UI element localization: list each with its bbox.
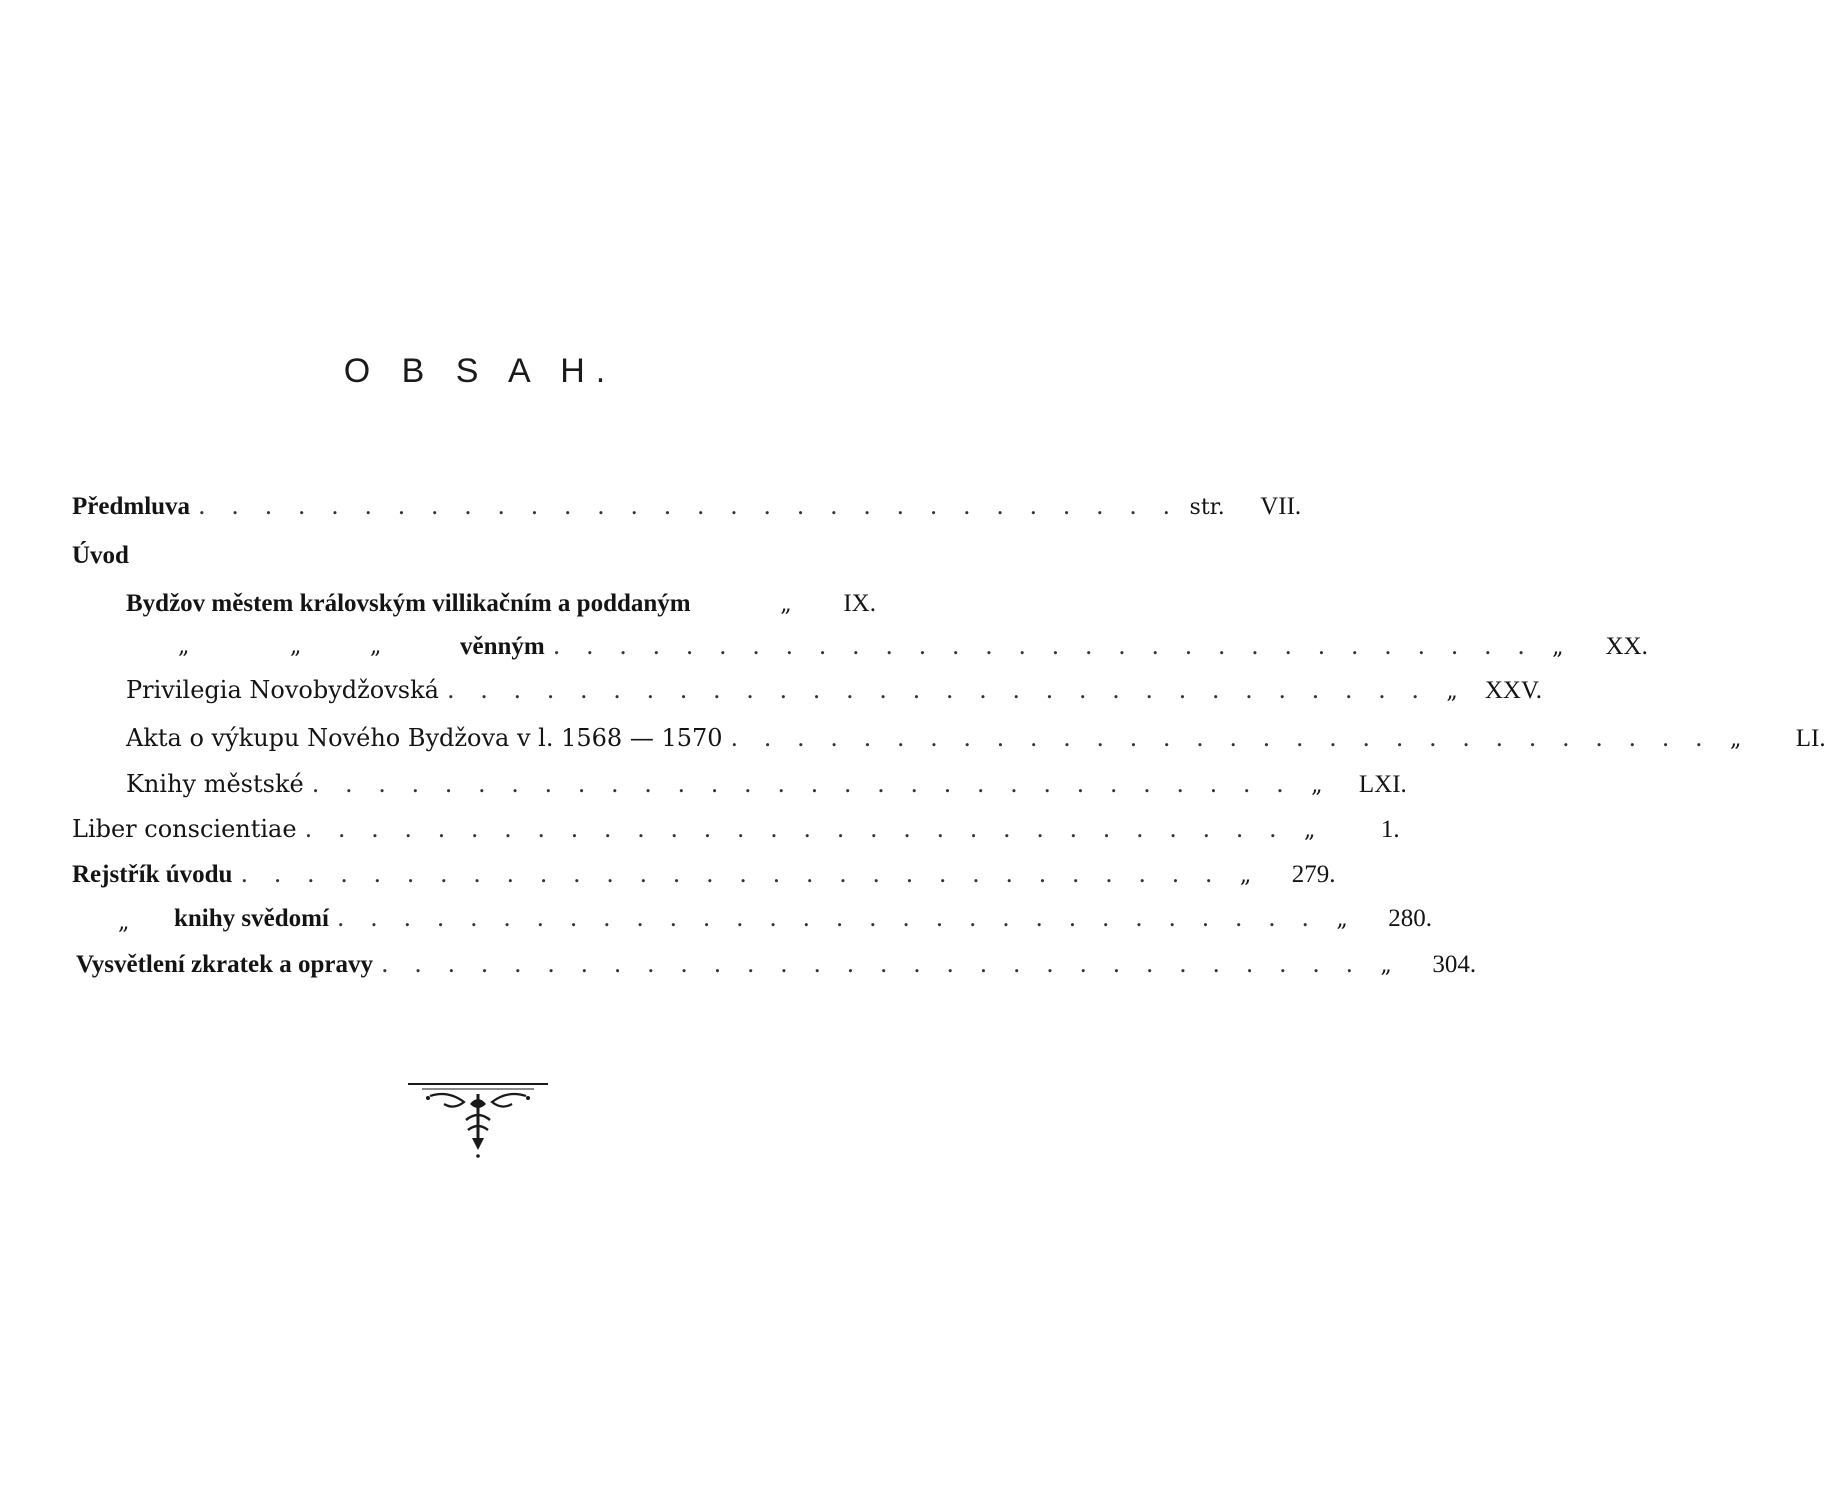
leader-dots: . . . . . . . . . . . . . . . . . . . . . . . . . . . . . . <box>730 724 1712 752</box>
leader-dots: . . . . . . . . . . . . . . . . . . . . . . . . . . . . . . <box>311 770 1293 798</box>
page-number: 279. <box>1291 861 1336 888</box>
toc-entry-vennym <box>460 632 1648 672</box>
page-prefix: „ <box>1239 863 1252 888</box>
toc-entry-label: Úvod <box>72 542 129 569</box>
page-prefix: „ <box>1552 635 1564 660</box>
page-number: LXI. <box>1358 771 1407 798</box>
leader-dots: . . . . . . . . . . . . . . . . . . . . . . . . . . . . . . <box>240 860 1222 888</box>
page-number: IX. <box>843 590 876 617</box>
page-number: XXV. <box>1484 677 1543 704</box>
toc-entry-akta <box>126 724 1826 764</box>
toc-entry-privilegia <box>126 676 1543 716</box>
toc-entry-label: Vysvětlení zkratek a opravy <box>76 951 373 978</box>
leader-dots: . . . . . . . . . . . . . . . . . . . . . . . . . . . . . . <box>198 492 1180 520</box>
ditto-mark: „ <box>118 910 130 935</box>
decorative-ornament-icon <box>408 1080 548 1160</box>
page-prefix: str. <box>1189 495 1225 520</box>
toc-entry-label: Předmluva <box>72 493 191 520</box>
toc-entry-label: Akta o výkupu Nového Bydžova v l. 1568 — 1570 <box>126 724 723 752</box>
page-number: VII. <box>1260 493 1302 520</box>
page-prefix: „ <box>1311 773 1323 798</box>
toc-entry-knihy-svedomi <box>174 904 1433 944</box>
toc-entry-uvod <box>72 542 372 582</box>
page-number: 1. <box>1380 816 1400 843</box>
page-number: XX. <box>1605 633 1648 660</box>
ditto-mark: „ <box>290 634 302 659</box>
toc-entry-label: Bydžov městem královským villikačním a poddaným <box>126 590 691 617</box>
page-prefix: „ <box>1303 818 1316 843</box>
page-number: LI. <box>1795 725 1826 752</box>
toc-entry-bydzov <box>126 590 876 630</box>
page-title: O B S A H. <box>343 352 617 390</box>
leader-dots: . . . . . . . . . . . . . . . . . . . . . . . . . . . . . . <box>446 676 1429 704</box>
leader-dots: . . . . . . . . . . . . . . . . . . . . . . . . . . . . . . <box>336 904 1319 932</box>
leader-dots: . . . . . . . . . . . . . . . . . . . . . . . . . . . . . . <box>552 632 1534 660</box>
leader-dots: . . . . . . . . . . . . . . . . . . . . . . . . . . . . . . <box>380 950 1363 978</box>
page-prefix: „ <box>1336 907 1348 932</box>
page-number: 304. <box>1432 951 1477 978</box>
leader-dots: . . . . . . . . . . . . . . . . . . . . . . . . . . . . . . <box>304 815 1286 843</box>
toc-entry-knihy-mestske <box>126 770 1407 810</box>
page-prefix: „ <box>1729 727 1742 752</box>
ditto-mark: „ <box>178 634 190 659</box>
toc-entry-vysvetleni <box>76 950 1477 990</box>
toc-entry-label: věnným <box>460 633 545 660</box>
toc-entry-label: Liber conscientiae <box>72 815 297 843</box>
toc-entry-label: Privilegia Novobydžovská <box>126 676 439 704</box>
toc-entry-rejstrik-uvodu <box>72 860 1336 900</box>
page-prefix: „ <box>1380 953 1392 978</box>
toc-entry-liber-conscientiae <box>72 815 1400 855</box>
page-prefix: „ <box>1446 679 1458 704</box>
page-number: 280. <box>1388 905 1433 932</box>
toc-entry-label: Rejstřík úvodu <box>72 861 233 888</box>
toc-entry-label: knihy svědomí <box>174 905 329 932</box>
toc-entry-predmluva <box>72 492 1302 532</box>
toc-entry-label: Knihy městské <box>126 770 304 798</box>
ditto-mark: „ <box>370 634 382 659</box>
page-prefix: „ <box>780 592 792 617</box>
